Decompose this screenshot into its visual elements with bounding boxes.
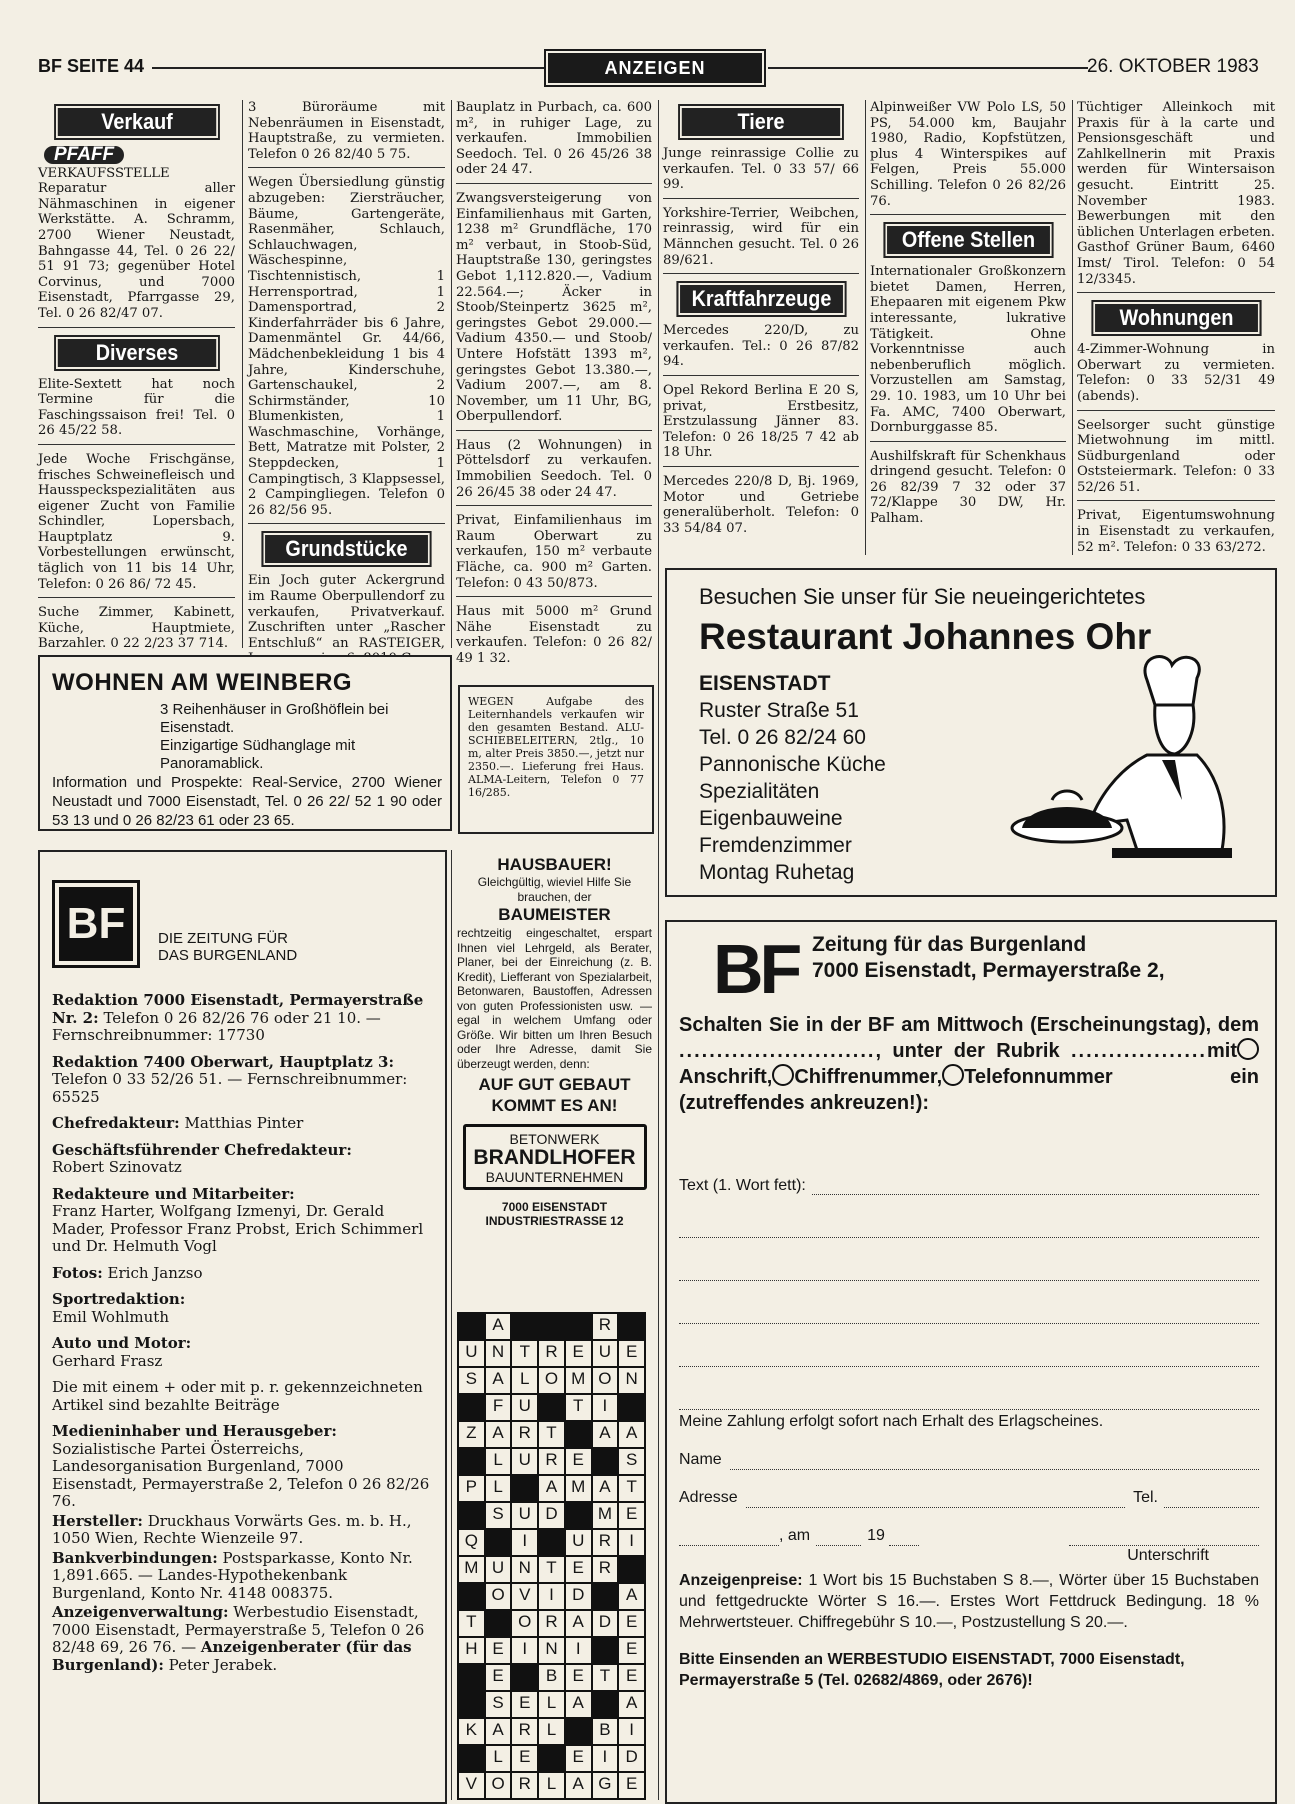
impressum-value: Robert Szinovatz [52, 1158, 182, 1176]
crossword-cell [512, 1314, 537, 1339]
hausbauer-slogan: AUF GUT GEBAUT KOMMT ES AN! [478, 1075, 631, 1115]
crossword-cell: R [512, 1422, 537, 1447]
issue-date: 26. OKTOBER 1983 [1087, 56, 1259, 77]
crossword-cell: U [512, 1395, 537, 1420]
crossword-cell: O [593, 1368, 618, 1393]
crossword-cell: R [539, 1449, 564, 1474]
impressum-label: Redakteure und Mitarbeiter: [52, 1184, 295, 1203]
text-field-area [679, 1177, 1259, 1410]
crossword-cell: A [566, 1692, 591, 1717]
leitern-text: WEGEN Aufgabe des Leiternhandels verkaufen wir den gesamten Bestand. ALU-SCHIEBELEITERN, 2tlg., 10 m, alter Preis 3850.—, jetzt nur 2350.—. Lieferung frei Haus. ALMA-Leitern, Telefon 0 77 16/285. [468, 695, 644, 799]
weinberg-line: 3 Reihenhäuser in Großhöflein bei Eisenstadt. [160, 701, 389, 736]
crossword-cell [459, 1665, 484, 1690]
impressum-label: Auto und Motor: [52, 1334, 192, 1352]
column-4 [663, 100, 859, 548]
rubric-diverses: Diverses [54, 335, 220, 371]
year-label: 19 [867, 1527, 885, 1544]
text-label: Text (1. Wort fett): [679, 1177, 806, 1194]
crossword-cell: T [539, 1557, 564, 1582]
crossword-cell: A [619, 1422, 644, 1447]
restaurant-line: Montag Ruhetag [699, 861, 855, 884]
impressum-label: Redaktion 7400 Oberwart, Hauptplatz 3: [52, 1052, 395, 1071]
crossword-cell: A [566, 1773, 591, 1798]
crossword-cell: E [619, 1638, 644, 1663]
crossword-cell [459, 1503, 484, 1528]
restaurant-ad [665, 568, 1277, 897]
crossword-cell: S [459, 1368, 484, 1393]
crossword-cell: O [486, 1773, 511, 1798]
prices-label: Anzeigenpreise: [679, 1572, 803, 1589]
crossword-cell: A [593, 1476, 618, 1501]
crossword-cell: A [566, 1611, 591, 1636]
crossword-cell: U [593, 1341, 618, 1366]
impressum-label: Anzeigenberater (für das Burgenland): [52, 1638, 412, 1674]
impressum-label: Anzeigenverwaltung: [52, 1603, 229, 1621]
impressum-note: Die mit einem + oder mit p. r. gekennzeichneten Artikel sind bezahlte Beiträge [52, 1378, 423, 1414]
crossword-cell [619, 1557, 644, 1582]
crossword-cell: I [593, 1395, 618, 1420]
classified-ad: Mercedes 220/D, zu verkaufen. Tel.: 0 26 87/82 94. [663, 323, 859, 376]
impressum-label: Chefredakteur: [52, 1114, 180, 1132]
crossword-cell: U [566, 1530, 591, 1555]
classified-ad: Jede Woche Frischgänse, frisches Schweinefleisch und Hausspeckspezialitäten aus eigener Zucht von Familie Schindler, Lopersbach, Hauptplatz 9. Vorbestellungen erwünscht, täglich von 11 bis 14 Uhr, Telefon: 0 26 86/ 72 45. [38, 452, 235, 598]
crossword-cell: E [619, 1611, 644, 1636]
text-line[interactable] [679, 1266, 1259, 1281]
impressum-value: Telefon 0 33 52/26 51. — Fernschreibnummer: 65525 [52, 1070, 408, 1106]
restaurant-name: Restaurant Johannes Ohr [699, 616, 1152, 657]
logo-sub: BAUUNTERNEHMEN [485, 1169, 624, 1185]
crossword-cell: D [593, 1611, 618, 1636]
classified-ad: Ein Joch guter Ackergrund im Raume Oberpullendorf zu verkaufen, Privatverkauf. Zuschriften unter „Rascher Entschluß“ an RASTEIGER, [248, 573, 445, 651]
crossword-cell [539, 1530, 564, 1555]
rubric-verkauf: Verkauf [54, 104, 220, 140]
crossword-cell [593, 1584, 618, 1609]
classified-ad: Privat, Eigentumswohnung in Eisenstadt zu verkaufen, 52 m². Telefon: 0 33 63/272. [1077, 508, 1275, 555]
crossword-cell: E [486, 1638, 511, 1663]
crossword-cell: A [486, 1719, 511, 1744]
restaurant-line: Ruster Straße 51 [699, 699, 859, 722]
crossword-cell: V [459, 1773, 484, 1798]
restaurant-line: Pannonische Küche [699, 753, 886, 776]
column-3 [456, 100, 652, 679]
crossword-cell: R [593, 1314, 618, 1339]
crossword-cell: F [486, 1395, 511, 1420]
intro-text: mit [1207, 1040, 1237, 1062]
bf-big-logo: BF [713, 930, 799, 1008]
crossword-cell: H [459, 1638, 484, 1663]
hausbauer-address: 7000 EISENSTADT INDUSTRIESTRASSE 12 [485, 1200, 624, 1228]
place-field[interactable] [679, 1531, 779, 1546]
crossword-cell: A [486, 1368, 511, 1393]
impressum-label: Sportredaktion: [52, 1290, 186, 1308]
crossword-cell: M [566, 1476, 591, 1501]
crossword-cell: E [566, 1449, 591, 1474]
crossword-cell: R [593, 1557, 618, 1582]
crossword-cell: N [619, 1368, 644, 1393]
impressum-value: Postsparkasse, Konto Nr. 1,891.665. — Landes-Hypothekenbank Burgenland, Konto Nr. 4148 008375. [52, 1548, 413, 1602]
crossword-cell: U [486, 1557, 511, 1582]
impressum-label: Medieninhaber und Herausgeber: [52, 1422, 337, 1440]
crossword-cell [566, 1314, 591, 1339]
crossword-cell: E [566, 1665, 591, 1690]
crossword-cell [486, 1611, 511, 1636]
crossword-cell: R [593, 1530, 618, 1555]
crossword-cell [566, 1422, 591, 1447]
restaurant-line: Eigenbauweine [699, 807, 843, 830]
hausbauer-text: rechtzeitig eingeschaltet, erspart Ihnen viel Lehrgeld, als Berater, Planer, bei der Einreichung (z. B. Kredit), Liefferant von Spezialarbeit, Betonwaren, Baustoffen, Adressen von guten Professionisten usw. — egal in welchem Umfang oder Größe. Wir bitten um Ihren Besuch oder Ihre Adresse, damit Sie überzeugt werden, denn: [457, 926, 652, 1071]
crossword-cell: I [512, 1638, 537, 1663]
crossword-cell: U [512, 1449, 537, 1474]
option-anschrift: Anschrift, [679, 1066, 773, 1088]
crossword-cell: E [619, 1665, 644, 1690]
tel-field[interactable] [1164, 1493, 1259, 1508]
header-rule-left [152, 67, 544, 69]
crossword-cell: I [566, 1638, 591, 1663]
tagline-1: DIE ZEITUNG FÜR [158, 930, 288, 947]
classified-ad: Bauplatz in Purbach, ca. 600 m², in ruhiger Lage, zu verkaufen. Immobilien Seedoch. Tel. 0 26 45/26 38 oder 24 47. [456, 100, 652, 184]
restaurant-line: Tel. 0 26 82/24 60 [699, 726, 866, 749]
year-field[interactable] [889, 1531, 919, 1546]
crossword-cell [459, 1584, 484, 1609]
crossword-cell [512, 1476, 537, 1501]
name-label: Name [679, 1451, 722, 1468]
impressum-value: Werbestudio Eisenstadt, 7000 Eisenstadt, Permayerstraße 5, Telefon 0 26 82/48 69, 26 76. — [52, 1603, 425, 1656]
impressum-value: Gerhard Frasz [52, 1351, 163, 1370]
crossword-cell: Q [459, 1530, 484, 1555]
rubric-kraftfahrzeuge: Kraftfahrzeuge [676, 281, 846, 317]
weinberg-info: Information und Prospekte: Real-Service, 2700 Wiener Neustadt und 7000 Eisenstadt, Tel. 0 26 22/ 52 1 90 oder 53 13 und 0 26 82/23 61 oder 23 65. [52, 774, 442, 829]
crossword-cell: A [593, 1422, 618, 1447]
crossword-cell: B [539, 1665, 564, 1690]
column-6 [1077, 100, 1275, 567]
crossword-cell: E [566, 1341, 591, 1366]
impressum-label: Hersteller: [52, 1511, 143, 1530]
form-title: Zeitung für das Burgenland [812, 933, 1087, 956]
classified-ad: Internationaler Großkonzern bietet Damen, Herren, Ehepaaren mit eigenem Pkw interessante, lukrative Tätigkeit. Ohne Vorkenntnisse auch nebenberuflich möglich. Vorzustellen am Samstag, 29. 10. 1983, um 10 Uhr bei Fa. AMC, 7400 Oberwart, Dornburggasse 85. [870, 264, 1066, 442]
name-field[interactable] [730, 1455, 1259, 1470]
crossword-cell: L [486, 1746, 511, 1771]
crossword-cell: I [512, 1530, 537, 1555]
classified-ad: Alpinweißer VW Polo LS, 50 PS, 54.000 km, Baujahr 1980, Radio, Kopfstützen, plus 4 Winterspikes auf Felgen, Preis 55.000 Schilling. Telefon 0 26 82/26 76. [870, 100, 1066, 215]
crossword-cell [619, 1395, 644, 1420]
crossword-cell [593, 1449, 618, 1474]
crossword-cell: A [539, 1476, 564, 1501]
rubric-wohnungen: Wohnungen [1091, 300, 1261, 336]
prices-text: 1 Wort bis 15 Buchstaben S 8.—, Wörter über 15 Buchstaben und fettgedruckte Wörter S 16.—. Erstes Wort Fettdruck Bedingung. 18 % Mehrwertsteuer. Chiffregebühr S 10.—, Postzustellung S 20.—. [679, 1572, 1259, 1631]
crossword-cell: A [486, 1314, 511, 1339]
text-line[interactable] [679, 1309, 1259, 1324]
tagline-2: DAS BURGENLAND [158, 947, 298, 964]
classified-ad: 3 Büroräume mit Nebenräumen in Eisenstadt, Hauptstraße, zu vermieten. Telefon 0 26 82/40 5 75. [248, 100, 445, 168]
hausbauer-text: Gleichgültig, wieviel Hilfe Sie brauchen, der [477, 875, 632, 904]
crossword-cell: T [619, 1476, 644, 1501]
crossword-cell [512, 1665, 537, 1690]
crossword-cell: I [593, 1746, 618, 1771]
crossword-cell: S [486, 1692, 511, 1717]
impressum-label: Fotos: [52, 1263, 103, 1282]
crossword-cell: A [619, 1584, 644, 1609]
crossword-cell: M [459, 1557, 484, 1582]
crossword-cell [619, 1314, 644, 1339]
rubric-offene-stellen: Offene Stellen [883, 222, 1053, 258]
signature-label: Unterschrift [1127, 1547, 1209, 1564]
classified-ad: Haus (2 Wohnungen) in Pöttelsdorf zu verkaufen. Immobilien Seedoch. Tel. 0 26 26/45 38 oder 24 47. [456, 438, 652, 506]
hausbauer-baumeister: BAUMEISTER [498, 905, 611, 924]
crossword-cell [486, 1530, 511, 1555]
column-5 [870, 100, 1066, 539]
restaurant-line: Fremdenzimmer [699, 834, 852, 857]
crossword-cell: N [486, 1341, 511, 1366]
option-chiffre: Chiffrenummer, [794, 1066, 943, 1088]
crossword-cell: T [459, 1611, 484, 1636]
weinberg-title: WOHNEN AM WEINBERG [52, 669, 353, 696]
crossword-cell: R [512, 1773, 537, 1798]
crossword-cell: U [459, 1341, 484, 1366]
classified-ad: Junge reinrassige Collie zu verkaufen. Tel. 0 33 57/ 66 99. [663, 146, 859, 199]
classified-ad: Elite-Sextett hat noch Termine für die Faschingssaison frei! Tel. 0 26 45/22 58. [38, 377, 235, 445]
checkbox-anschrift[interactable] [1237, 1038, 1259, 1060]
crossword-cell [539, 1314, 564, 1339]
classified-ad: Mercedes 220/8 D, Bj. 1969, Motor und Getriebe generalüberholt. Telefon: 0 33 54/84 07. [663, 473, 859, 536]
crossword-cell: L [512, 1368, 537, 1393]
crossword-cell: B [593, 1719, 618, 1744]
crossword-cell: L [539, 1692, 564, 1717]
crossword-cell [459, 1314, 484, 1339]
classified-ad: Opel Rekord Berlina E 20 S, privat, Erstbesitz, Erstzulassung Jänner 83. Telefon: 0 26 18/25 7 42 ab 18 Uhr. [663, 383, 859, 467]
crossword-cell [459, 1692, 484, 1717]
crossword-cell: E [512, 1692, 537, 1717]
classified-ad: 4-Zimmer-Wohnung in Oberwart zu vermieten. Telefon: 0 33 52/31 49 (abends). [1077, 342, 1275, 410]
crossword-cell: S [486, 1503, 511, 1528]
impressum-label: Redaktion 7000 Eisenstadt, Permayerstraße Nr. 2: [52, 991, 424, 1027]
crossword-cell: I [619, 1530, 644, 1555]
bf-logo: BF [59, 887, 133, 961]
crossword-cell: E [619, 1341, 644, 1366]
intro-text: , unter der Rubrik [875, 1040, 1060, 1062]
crossword-cell [459, 1395, 484, 1420]
crossword-cell: U [512, 1503, 537, 1528]
impressum-value: Matthias Pinter [184, 1114, 304, 1132]
crossword-cell [539, 1395, 564, 1420]
form-title: 7000 Eisenstadt, Permayerstraße 2, [812, 959, 1165, 982]
classified-ad: Zwangsversteigerung von Einfamilienhaus mit Garten, 1238 m² Grundfläche, 170 m² verbaut, in Stoob-Süd, Hauptstraße 130, geringstes Gebot 1,112.820.—, Vadium 22.564.—; Äcker in Stoob/Steinpertz 3625 m², geringstes Gebot 29.000.— Vadium 4350.— und Stoob/ Untere Hofstätt 1393 m², geringstes Gebot 13.380.—, Vadium 2007.—, am 8. November, um 11 Uhr, BG, Oberpullendorf. [456, 191, 652, 431]
classified-ad: Wegen Übersiedlung günstig abzugeben: Ziersträucher, Bäume, Gartengeräte, Rasenmäher, Schlauch, Schlauchwagen, Wäschespinne, Tischtennistisch, 1 Herrensportrad, 1 Damensportrad, 2 Kinderfahrräder bis 6 Jahre, Damenmäntel Gr. 44/66, Mädchenbekleidung 1 bis 4 Jahre, Kinderschuhe, Gartenschaukel, 2 Schirmständer, 10 Blumenkisten, 1 Waschmaschine, Vorhänge, Bett, Matratze mit Polster, 2 Steppdecken, 1 Campingtisch, 3 Klappsessel, 2 Campingliegen. Telefon 0 26 82/56 95. [248, 175, 445, 524]
classified-ad: Yorkshire-Terrier, Weibchen, reinrassig, wird für ein Männchen gesucht. Tel. 0 26 89/621. [663, 206, 859, 274]
order-form [665, 920, 1277, 1804]
classified-ad: Privat, Einfamilienhaus im Raum Oberwart zu verkaufen, 150 m² verbaute Fläche, ca. 900 m² Garten. Telefon: 0 43 50/873. [456, 513, 652, 597]
crossword-cell: D [566, 1584, 591, 1609]
classified-ad: Haus mit 5000 m² Grund Nähe Eisenstadt zu verkaufen. Telefon: 0 26 82/ 49 1 32. [456, 604, 652, 666]
classified-ad: Aushilfskraft für Schenkhaus dringend gesucht. Telefon: 0 26 82/39 7 32 oder 37 72/Klappe 30 DW, Hr. Palham. [870, 448, 1066, 527]
classified-ad: VERKAUFSSTELLE Reparatur aller Nähmaschinen in eigener Werkstätte. A. Schramm, 2700 Wiener Neustadt, Bahngasse 44, Tel. 0 26 22/ 51 91 73; gegenüber Hotel Corvinus, und 7000 Eisenstadt, Pfarrgasse 29, Tel. 0 26 82/47 07. [38, 166, 235, 328]
crossword-cell [459, 1746, 484, 1771]
crossword-cell [459, 1449, 484, 1474]
crossword-cell: A [486, 1422, 511, 1447]
crossword-cell: L [539, 1773, 564, 1798]
rubric-tiere: Tiere [678, 104, 844, 140]
checkbox-chiffre[interactable] [772, 1064, 794, 1086]
crossword-cell [593, 1638, 618, 1663]
crossword-cell: N [539, 1638, 564, 1663]
form-intro: Schalten Sie in der BF am Mittwoch (Erscheinungstag), dem .........................., unter der Rubrik ..................mitAnschrift, Chiffrenummer, Telefonnummer ein (zutreffendes ankreuzen!): [679, 1014, 1259, 1114]
crossword-cell: A [619, 1692, 644, 1717]
impressum-value: Druckhaus Vorwärts Ges. m. b. H., 1050 Wien, Rechte Wienzeile 97. [52, 1511, 412, 1547]
address-label: Adresse [679, 1489, 738, 1506]
hausbauer-title: HAUSBAUER! [497, 855, 612, 874]
logo-top: BETONWERK [509, 1131, 600, 1147]
classified-ad: Tüchtiger Alleinkoch mit Praxis für à la carte und Pensionsgeschäft und Zahlkellnerin mit Praxis werden für Wintersaison gesucht. Eintritt 25. November 1983. Bewerbungen mit den üblichen Unterlagen erbeten. Gasthof Grüner Baum, 6460 Imst/ Tirol. Telefon: 0 54 12/3345. [1077, 100, 1275, 293]
impressum-value: Telefon 0 26 82/26 76 oder 21 10. — Fernschreibnummer: 17730 [52, 1008, 381, 1044]
crossword-cell: K [459, 1719, 484, 1744]
classified-ad: Suche Zimmer, Kabinett, Küche, Hauptmiete, Barzahler. 0 22 2/23 37 714. [38, 605, 235, 652]
crossword-cell: O [512, 1611, 537, 1636]
leitern-ad [458, 685, 654, 834]
crossword-cell: L [539, 1719, 564, 1744]
crossword-cell [593, 1692, 618, 1717]
crossword-cell: S [619, 1449, 644, 1474]
text-line[interactable] [679, 1223, 1259, 1238]
impressum-value: Franz Harter, Wolfgang Izmenyi, Dr. Gerald Mader, Professor Franz Probst, Erich Schimmerl und Dr. Helmuth Vogl [52, 1202, 424, 1255]
date-label: , am [779, 1527, 811, 1544]
header-rule-right [768, 67, 1088, 69]
crossword-cell: D [619, 1746, 644, 1771]
column-1 [38, 100, 235, 664]
impressum-value: Peter Jerabek. [168, 1655, 278, 1674]
crossword-cell: M [593, 1503, 618, 1528]
crossword-cell: R [539, 1611, 564, 1636]
checkbox-telefon[interactable] [942, 1064, 964, 1086]
send-instructions: Bitte Einsenden an WERBESTUDIO EISENSTADT, 7000 Eisenstadt, Permayerstraße 5 (Tel. 02682/4869, oder 2676)! [679, 1651, 1185, 1689]
crossword-cell [539, 1746, 564, 1771]
hausbauer-ad [457, 855, 652, 1228]
crossword-cell: R [539, 1341, 564, 1366]
crossword-cell: Z [459, 1422, 484, 1447]
crossword-cell: E [566, 1746, 591, 1771]
text-line[interactable] [679, 1395, 1259, 1410]
crossword-cell: E [619, 1503, 644, 1528]
crossword-cell [566, 1719, 591, 1744]
crossword-cell: E [619, 1773, 644, 1798]
impressum [38, 850, 447, 1804]
weinberg-ad [38, 655, 452, 831]
restaurant-city: EISENSTADT [699, 672, 831, 695]
address-field[interactable] [746, 1493, 1125, 1508]
crossword-grid [457, 1312, 646, 1800]
crossword-cell: G [593, 1773, 618, 1798]
crossword-cell: E [512, 1746, 537, 1771]
restaurant-line: Spezialitäten [699, 780, 820, 803]
crossword-cell: V [512, 1584, 537, 1609]
classified-ad: Seelsorger sucht günstige Mietwohnung im mittl. Südburgenland oder Oststeiermark. Telefon: 0 33 52/26 51. [1077, 418, 1275, 502]
text-line[interactable] [812, 1180, 1259, 1195]
chef-illustration [997, 650, 1257, 880]
crossword-cell: I [619, 1719, 644, 1744]
impressum-label: Bankverbindungen: [52, 1548, 218, 1567]
option-telefon: Telefonnummer ein (zutreffendes ankreuzen!): [679, 1066, 1259, 1114]
rubric-grundstuecke: Grundstücke [261, 531, 431, 567]
page-number: BF SEITE 44 [38, 56, 145, 76]
logo-name: BRANDLHOFER [473, 1146, 636, 1169]
payment-section [679, 1412, 1259, 1691]
brandlhofer-logo [463, 1124, 647, 1190]
crossword-cell: R [512, 1719, 537, 1744]
text-line[interactable] [679, 1352, 1259, 1367]
impressum-label: Geschäftsführender Chefredakteur: [52, 1140, 352, 1159]
signature-field[interactable] [1069, 1531, 1259, 1546]
crossword-cell: T [539, 1422, 564, 1447]
crossword-cell: M [566, 1368, 591, 1393]
tel-label: Tel. [1133, 1489, 1158, 1506]
payment-note: Meine Zahlung erfolgt sofort nach Erhalt des Erlagscheines. [679, 1413, 1104, 1430]
crossword-cell: E [566, 1557, 591, 1582]
restaurant-intro: Besuchen Sie unser für Sie neueingerichtetes [699, 584, 1146, 609]
crossword-cell: T [593, 1665, 618, 1690]
crossword-cell: P [459, 1476, 484, 1501]
crossword-cell: O [539, 1368, 564, 1393]
date-field[interactable] [816, 1531, 861, 1546]
crossword-cell: D [539, 1503, 564, 1528]
intro-text: Schalten Sie in der BF am Mittwoch (Erscheinungstag), dem [679, 1014, 1259, 1036]
crossword-cell: L [486, 1449, 511, 1474]
crossword-cell: T [566, 1395, 591, 1420]
crossword-cell: L [486, 1476, 511, 1501]
weinberg-line: Einzigartige Südhanglage mit Panoramablick. [160, 737, 356, 772]
crossword-cell: E [486, 1665, 511, 1690]
column-2 [248, 100, 445, 679]
crossword-cell: O [486, 1584, 511, 1609]
section-title: ANZEIGEN [548, 53, 762, 83]
bf-logo-frame [52, 880, 140, 968]
impressum-value: Emil Wohlmuth [52, 1307, 169, 1326]
pfaff-logo: PFAFF [44, 146, 124, 164]
crossword-cell [566, 1503, 591, 1528]
impressum-value: Sozialistische Partei Österreichs, Landesorganisation Burgenland, 7000 Eisenstadt, Permayerstraße 2, Telefon 0 26 82/26 76. [52, 1439, 430, 1510]
impressum-value: Erich Janzso [107, 1263, 203, 1282]
crossword-cell: N [512, 1557, 537, 1582]
crossword-cell: I [539, 1584, 564, 1609]
crossword-cell: T [512, 1341, 537, 1366]
